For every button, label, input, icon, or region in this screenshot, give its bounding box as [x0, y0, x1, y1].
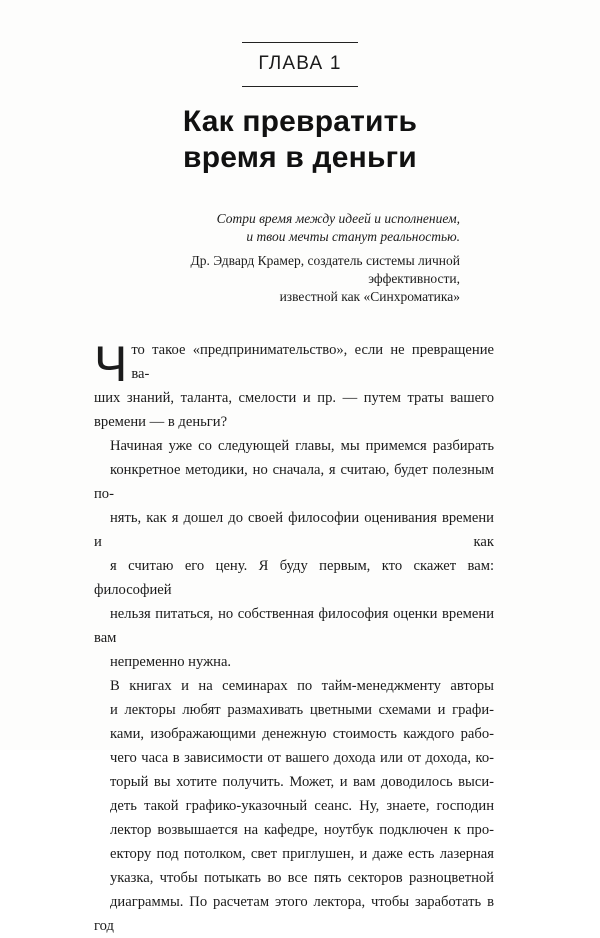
paragraph-line: конкретное методики, но сначала, я считаю, будет полезным по- — [94, 462, 494, 502]
epigraph-quote-line-2: и твои мечты станут реальностью. — [246, 229, 460, 244]
epigraph — [120, 210, 460, 306]
paragraph-line: торый вы хотите получить. Может, и вам доводилось выси- — [110, 774, 494, 790]
chapter-title-line-2: время в деньги — [183, 141, 417, 174]
paragraph-line: нять, как я дошел до своей философии оценивания времени и как — [94, 510, 494, 550]
drop-cap: Ч — [94, 336, 128, 392]
chapter-number: ГЛАВА 1 — [242, 42, 357, 87]
paragraph-2 — [94, 434, 494, 674]
paragraph-3 — [94, 674, 494, 938]
paragraph-line: чего часа в зависимости от вашего дохода или от дохода, ко- — [110, 750, 494, 766]
paragraph-line: непременно нужна. — [110, 654, 232, 670]
epigraph-quote-line-1: Сотри время между идеей и исполнением, — [216, 211, 460, 226]
paragraph-line: Начиная уже со следующей главы, мы примемся разбирать — [110, 438, 494, 454]
paragraph-line: В книгах и на семинарах по тайм-менеджменту авторы — [110, 678, 494, 694]
paragraph-line: я считаю его цену. Я буду первым, кто скажет вам: философией — [94, 558, 494, 598]
paragraph-line: диаграммы. По расчетам этого лектора, чтобы заработать в год — [94, 894, 494, 934]
paragraph-line: ектору под потолком, свет приглушен, и даже есть лазерная — [110, 846, 494, 862]
paragraph-line: ших знаний, таланта, смелости и пр. — путем траты вашего — [94, 390, 494, 406]
epigraph-attribution-line-1: Др. Эдвард Крамер, создатель системы личной эффективности, — [190, 253, 460, 286]
chapter-label — [0, 42, 600, 87]
paragraph-line: деть такой графико-указочный сеанс. Ну, знаете, господин — [110, 798, 494, 814]
paragraph-1 — [94, 338, 494, 434]
body-text — [94, 338, 494, 938]
paragraph-line: указка, чтобы потыкать во все пять секторов разноцветной — [110, 870, 494, 886]
paragraph-line: нельзя питаться, но собственная философия оценки времени вам — [94, 606, 494, 646]
paragraph-line: то такое «предпринимательство», если не превращение ва- — [131, 342, 494, 382]
epigraph-attribution-line-2: известной как «Синхроматика» — [279, 289, 460, 304]
paragraph-line: ками, изображающими денежную стоимость каждого рабо- — [110, 726, 494, 742]
paragraph-line: времени — в деньги? — [94, 414, 228, 430]
chapter-title — [0, 104, 600, 176]
paragraph-line: и лекторы любят размахивать цветными схемами и графи- — [110, 702, 494, 718]
paragraph-line: лектор возвышается на кафедре, ноутбук подключен к про- — [110, 822, 494, 838]
chapter-title-line-1: Как превратить — [182, 105, 418, 138]
